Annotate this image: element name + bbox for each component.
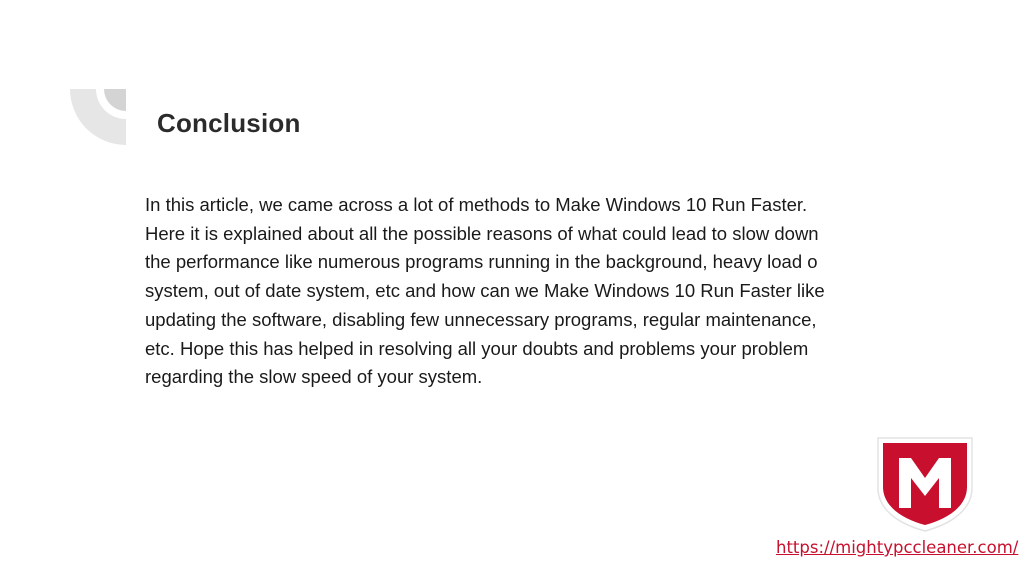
paragraph-line: In this article, we came across a lot of methods to Make Windows 10 Run Faster. (145, 194, 808, 215)
page-title: Conclusion (157, 108, 301, 138)
shield-m-logo-icon (875, 436, 975, 532)
website-link[interactable]: https://mightypccleaner.com/ (776, 538, 1019, 557)
paragraph-line: updating the software, disabling few unnecessary programs, regular maintenance, (145, 308, 817, 330)
paragraph-line: regarding the slow speed of your system. (145, 366, 483, 388)
conclusion-paragraph (145, 191, 935, 392)
corner-quarter-circle-decoration (70, 89, 126, 145)
paragraph-line: etc. Hope this has helped in resolving all your doubts and problems your problem (145, 337, 809, 359)
paragraph-line: the performance like numerous programs running in the background, heavy load o (145, 251, 818, 273)
paragraph-line: system, out of date system, etc and how can we Make Windows 10 Run Faster like (145, 280, 825, 302)
paragraph-line: Here it is explained about all the possible reasons of what could lead to slow down (145, 222, 819, 244)
